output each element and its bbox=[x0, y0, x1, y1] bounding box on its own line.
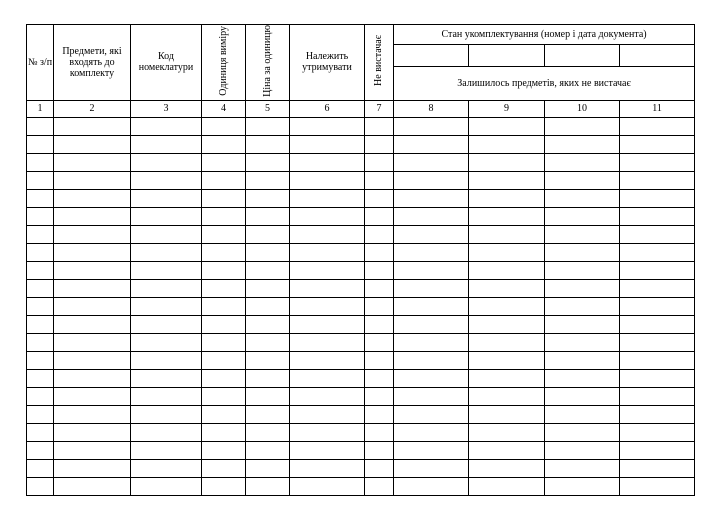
table-cell[interactable] bbox=[246, 441, 290, 459]
table-cell[interactable] bbox=[365, 477, 394, 495]
table-cell[interactable] bbox=[394, 207, 469, 225]
table-cell[interactable] bbox=[469, 387, 545, 405]
table-cell[interactable] bbox=[27, 405, 54, 423]
table-cell[interactable] bbox=[131, 261, 202, 279]
table-cell[interactable] bbox=[202, 135, 246, 153]
table-cell[interactable] bbox=[620, 441, 695, 459]
table-cell[interactable] bbox=[202, 207, 246, 225]
table-cell[interactable] bbox=[620, 351, 695, 369]
table-cell[interactable] bbox=[54, 369, 131, 387]
table-cell[interactable] bbox=[620, 369, 695, 387]
table-row bbox=[27, 243, 695, 261]
table-cell[interactable] bbox=[131, 171, 202, 189]
table-row bbox=[27, 333, 695, 351]
table-cell[interactable] bbox=[545, 405, 620, 423]
table-cell[interactable] bbox=[545, 297, 620, 315]
table-cell[interactable] bbox=[365, 153, 394, 171]
table-cell[interactable] bbox=[469, 351, 545, 369]
table-row bbox=[27, 279, 695, 297]
table-row bbox=[27, 135, 695, 153]
table-cell[interactable] bbox=[545, 387, 620, 405]
table-cell[interactable] bbox=[246, 297, 290, 315]
table-cell[interactable] bbox=[365, 441, 394, 459]
table-cell[interactable] bbox=[365, 369, 394, 387]
table-cell[interactable] bbox=[365, 207, 394, 225]
table-cell[interactable] bbox=[394, 261, 469, 279]
table-cell[interactable] bbox=[469, 153, 545, 171]
table-cell[interactable] bbox=[131, 423, 202, 441]
table-cell[interactable] bbox=[290, 405, 365, 423]
table-cell[interactable] bbox=[246, 117, 290, 135]
table-cell[interactable] bbox=[469, 189, 545, 207]
table-cell[interactable] bbox=[394, 117, 469, 135]
table-cell[interactable] bbox=[620, 261, 695, 279]
table-row bbox=[27, 117, 695, 135]
header-unit bbox=[202, 25, 246, 101]
table-cell[interactable] bbox=[202, 459, 246, 477]
table-cell[interactable] bbox=[246, 207, 290, 225]
table-cell[interactable] bbox=[469, 315, 545, 333]
table-cell[interactable] bbox=[469, 441, 545, 459]
table-cell[interactable] bbox=[469, 171, 545, 189]
table-cell[interactable] bbox=[290, 261, 365, 279]
table-cell[interactable] bbox=[365, 351, 394, 369]
table-cell[interactable] bbox=[131, 279, 202, 297]
table-cell[interactable] bbox=[469, 369, 545, 387]
table-cell[interactable] bbox=[290, 477, 365, 495]
table-cell[interactable] bbox=[469, 243, 545, 261]
table-cell[interactable] bbox=[202, 441, 246, 459]
table-cell[interactable] bbox=[290, 225, 365, 243]
table-cell[interactable] bbox=[202, 153, 246, 171]
table-cell[interactable] bbox=[469, 279, 545, 297]
table-cell[interactable] bbox=[54, 441, 131, 459]
status-doc-cell-8 bbox=[394, 44, 469, 67]
table-cell[interactable] bbox=[202, 117, 246, 135]
table-cell[interactable] bbox=[290, 441, 365, 459]
table-cell[interactable] bbox=[290, 315, 365, 333]
table-cell[interactable] bbox=[27, 387, 54, 405]
table-cell[interactable] bbox=[394, 387, 469, 405]
table-cell[interactable] bbox=[469, 405, 545, 423]
table-cell[interactable] bbox=[131, 225, 202, 243]
table-cell[interactable] bbox=[394, 225, 469, 243]
table-cell[interactable] bbox=[131, 243, 202, 261]
table-row bbox=[27, 153, 695, 171]
table-cell[interactable] bbox=[620, 387, 695, 405]
table-cell[interactable] bbox=[131, 315, 202, 333]
table-row bbox=[27, 369, 695, 387]
table-cell[interactable] bbox=[394, 171, 469, 189]
table-row bbox=[27, 207, 695, 225]
table-cell[interactable] bbox=[54, 315, 131, 333]
table-cell[interactable] bbox=[620, 153, 695, 171]
table-cell[interactable] bbox=[202, 369, 246, 387]
table-cell[interactable] bbox=[27, 369, 54, 387]
header-price-text: Ціна за одиницю bbox=[261, 25, 273, 97]
table-cell[interactable] bbox=[394, 441, 469, 459]
table-cell[interactable] bbox=[202, 387, 246, 405]
table-cell[interactable] bbox=[27, 315, 54, 333]
table-cell[interactable] bbox=[290, 117, 365, 135]
table-cell[interactable] bbox=[365, 261, 394, 279]
table-cell[interactable] bbox=[394, 351, 469, 369]
table-cell[interactable] bbox=[54, 297, 131, 315]
table-cell[interactable] bbox=[27, 243, 54, 261]
table-cell[interactable] bbox=[620, 243, 695, 261]
header-code: Код номеклатури bbox=[131, 25, 202, 101]
table-cell[interactable] bbox=[131, 117, 202, 135]
table-cell[interactable] bbox=[54, 189, 131, 207]
table-row bbox=[27, 297, 695, 315]
table-cell[interactable] bbox=[394, 315, 469, 333]
table-cell[interactable] bbox=[620, 207, 695, 225]
table-cell[interactable] bbox=[290, 369, 365, 387]
header-number: № з/п bbox=[27, 25, 54, 101]
table-cell[interactable] bbox=[290, 351, 365, 369]
table-cell[interactable] bbox=[131, 459, 202, 477]
table-cell[interactable] bbox=[290, 423, 365, 441]
table-cell[interactable] bbox=[246, 477, 290, 495]
table-cell[interactable] bbox=[365, 333, 394, 351]
table-cell[interactable] bbox=[131, 153, 202, 171]
table-cell[interactable] bbox=[365, 117, 394, 135]
table-cell[interactable] bbox=[246, 225, 290, 243]
table-cell[interactable] bbox=[365, 297, 394, 315]
table-cell[interactable] bbox=[27, 351, 54, 369]
table-cell[interactable] bbox=[394, 405, 469, 423]
header-unit-text: Одиниця виміру bbox=[217, 26, 229, 96]
table-cell[interactable] bbox=[620, 459, 695, 477]
table-cell[interactable] bbox=[202, 225, 246, 243]
column-number-5: 5 bbox=[246, 100, 290, 117]
table-cell[interactable] bbox=[202, 243, 246, 261]
table-cell[interactable] bbox=[54, 459, 131, 477]
status-doc-cell-10 bbox=[545, 44, 620, 67]
table-cell[interactable] bbox=[202, 315, 246, 333]
table-cell[interactable] bbox=[365, 315, 394, 333]
table-cell[interactable] bbox=[27, 333, 54, 351]
table-cell[interactable] bbox=[131, 189, 202, 207]
table-cell[interactable] bbox=[27, 171, 54, 189]
table-cell[interactable] bbox=[545, 261, 620, 279]
table-row bbox=[27, 441, 695, 459]
table-cell[interactable] bbox=[365, 279, 394, 297]
table-cell[interactable] bbox=[202, 405, 246, 423]
table-cell[interactable] bbox=[246, 171, 290, 189]
column-number-3: 3 bbox=[131, 100, 202, 117]
table-cell[interactable] bbox=[365, 189, 394, 207]
table-cell[interactable] bbox=[469, 261, 545, 279]
table-cell[interactable] bbox=[394, 135, 469, 153]
table-cell[interactable] bbox=[202, 171, 246, 189]
table-cell[interactable] bbox=[545, 189, 620, 207]
table-cell[interactable] bbox=[202, 477, 246, 495]
table-cell[interactable] bbox=[246, 423, 290, 441]
table-cell[interactable] bbox=[545, 153, 620, 171]
column-number-row bbox=[27, 100, 695, 117]
table-row bbox=[27, 351, 695, 369]
table-cell[interactable] bbox=[469, 117, 545, 135]
table-cell[interactable] bbox=[620, 135, 695, 153]
table-cell[interactable] bbox=[246, 315, 290, 333]
table-cell[interactable] bbox=[469, 459, 545, 477]
table-cell[interactable] bbox=[246, 261, 290, 279]
table-cell[interactable] bbox=[131, 405, 202, 423]
table-cell[interactable] bbox=[365, 423, 394, 441]
table-cell[interactable] bbox=[54, 135, 131, 153]
table-cell[interactable] bbox=[27, 279, 54, 297]
table-cell[interactable] bbox=[27, 225, 54, 243]
table-cell[interactable] bbox=[131, 477, 202, 495]
table-cell[interactable] bbox=[54, 405, 131, 423]
table-cell[interactable] bbox=[394, 297, 469, 315]
table-cell[interactable] bbox=[246, 189, 290, 207]
column-number-6: 6 bbox=[290, 100, 365, 117]
table-cell[interactable] bbox=[246, 153, 290, 171]
table-cell[interactable] bbox=[545, 315, 620, 333]
table-cell[interactable] bbox=[131, 351, 202, 369]
header-status-group: Стан укомплектування (номер і дата документа) bbox=[394, 25, 695, 45]
column-number-8: 8 bbox=[394, 100, 469, 117]
table-cell[interactable] bbox=[290, 243, 365, 261]
header-price bbox=[246, 25, 290, 101]
table-cell[interactable] bbox=[545, 243, 620, 261]
table-cell[interactable] bbox=[246, 243, 290, 261]
table-cell[interactable] bbox=[365, 459, 394, 477]
table-cell[interactable] bbox=[202, 351, 246, 369]
table-cell[interactable] bbox=[365, 225, 394, 243]
table-cell[interactable] bbox=[290, 333, 365, 351]
table-cell[interactable] bbox=[620, 225, 695, 243]
table-cell[interactable] bbox=[469, 135, 545, 153]
table-row bbox=[27, 225, 695, 243]
table-cell[interactable] bbox=[545, 333, 620, 351]
table-cell[interactable] bbox=[54, 153, 131, 171]
table-cell[interactable] bbox=[290, 459, 365, 477]
table-cell[interactable] bbox=[620, 171, 695, 189]
table-cell[interactable] bbox=[54, 207, 131, 225]
table-cell[interactable] bbox=[620, 477, 695, 495]
table-cell[interactable] bbox=[469, 477, 545, 495]
table-cell[interactable] bbox=[290, 279, 365, 297]
table-cell[interactable] bbox=[27, 297, 54, 315]
table-cell[interactable] bbox=[290, 153, 365, 171]
table-cell[interactable] bbox=[469, 225, 545, 243]
table-row bbox=[27, 405, 695, 423]
table-cell[interactable] bbox=[246, 369, 290, 387]
table-cell[interactable] bbox=[202, 297, 246, 315]
table-cell[interactable] bbox=[394, 189, 469, 207]
table-cell[interactable] bbox=[290, 189, 365, 207]
table-row bbox=[27, 315, 695, 333]
table-cell[interactable] bbox=[27, 189, 54, 207]
column-number-2: 2 bbox=[54, 100, 131, 117]
header-missing-text: Не вистачає bbox=[373, 35, 384, 87]
table-cell[interactable] bbox=[54, 171, 131, 189]
column-number-11: 11 bbox=[620, 100, 695, 117]
table-cell[interactable] bbox=[620, 189, 695, 207]
table-cell[interactable] bbox=[131, 207, 202, 225]
table-cell[interactable] bbox=[246, 333, 290, 351]
table-cell[interactable] bbox=[290, 387, 365, 405]
table-row bbox=[27, 459, 695, 477]
table-cell[interactable] bbox=[27, 459, 54, 477]
table-cell[interactable] bbox=[54, 243, 131, 261]
table-cell[interactable] bbox=[365, 405, 394, 423]
table-cell[interactable] bbox=[246, 459, 290, 477]
table-cell[interactable] bbox=[394, 279, 469, 297]
table-cell[interactable] bbox=[131, 297, 202, 315]
header-missing bbox=[365, 25, 394, 101]
table-cell[interactable] bbox=[365, 387, 394, 405]
table-cell[interactable] bbox=[246, 135, 290, 153]
table-cell[interactable] bbox=[54, 387, 131, 405]
table-cell[interactable] bbox=[27, 153, 54, 171]
table-cell[interactable] bbox=[545, 351, 620, 369]
table-cell[interactable] bbox=[202, 189, 246, 207]
table-cell[interactable] bbox=[545, 171, 620, 189]
table-cell[interactable] bbox=[545, 117, 620, 135]
table-cell[interactable] bbox=[131, 333, 202, 351]
table-cell[interactable] bbox=[394, 369, 469, 387]
table-cell[interactable] bbox=[246, 279, 290, 297]
table-cell[interactable] bbox=[365, 135, 394, 153]
table-cell[interactable] bbox=[131, 135, 202, 153]
table-cell[interactable] bbox=[394, 153, 469, 171]
table-cell[interactable] bbox=[290, 297, 365, 315]
header-remaining: Залишилось предметів, яких не вистачає bbox=[394, 67, 695, 100]
column-number-7: 7 bbox=[365, 100, 394, 117]
header-required: Належить утримувати bbox=[290, 25, 365, 101]
table-cell[interactable] bbox=[620, 333, 695, 351]
table-cell[interactable] bbox=[246, 387, 290, 405]
table-cell[interactable] bbox=[290, 171, 365, 189]
table-cell[interactable] bbox=[202, 423, 246, 441]
table-cell[interactable] bbox=[27, 477, 54, 495]
table-cell[interactable] bbox=[27, 117, 54, 135]
table-cell[interactable] bbox=[365, 243, 394, 261]
table-cell[interactable] bbox=[27, 207, 54, 225]
table-cell[interactable] bbox=[394, 459, 469, 477]
column-number-10: 10 bbox=[545, 100, 620, 117]
table-cell[interactable] bbox=[365, 171, 394, 189]
table-cell[interactable] bbox=[54, 261, 131, 279]
table-cell[interactable] bbox=[54, 117, 131, 135]
table-cell[interactable] bbox=[545, 207, 620, 225]
table-cell[interactable] bbox=[27, 441, 54, 459]
table-cell[interactable] bbox=[131, 441, 202, 459]
column-number-4: 4 bbox=[202, 100, 246, 117]
table-row bbox=[27, 387, 695, 405]
table-cell[interactable] bbox=[620, 297, 695, 315]
table-cell[interactable] bbox=[394, 423, 469, 441]
table-row bbox=[27, 477, 695, 495]
table-row bbox=[27, 189, 695, 207]
table-cell[interactable] bbox=[394, 243, 469, 261]
table-cell[interactable] bbox=[620, 279, 695, 297]
table-cell[interactable] bbox=[545, 423, 620, 441]
table-body bbox=[27, 117, 695, 495]
column-number-9: 9 bbox=[469, 100, 545, 117]
table-cell[interactable] bbox=[27, 135, 54, 153]
table-cell[interactable] bbox=[131, 369, 202, 387]
table-cell[interactable] bbox=[202, 333, 246, 351]
table-cell[interactable] bbox=[545, 477, 620, 495]
table-cell[interactable] bbox=[620, 405, 695, 423]
table-cell[interactable] bbox=[469, 297, 545, 315]
status-doc-cell-11 bbox=[620, 44, 695, 67]
table-cell[interactable] bbox=[27, 423, 54, 441]
table-cell[interactable] bbox=[620, 423, 695, 441]
table-cell[interactable] bbox=[545, 135, 620, 153]
table-cell[interactable] bbox=[545, 225, 620, 243]
table-row bbox=[27, 423, 695, 441]
table-cell[interactable] bbox=[131, 387, 202, 405]
table-cell[interactable] bbox=[545, 459, 620, 477]
table-cell[interactable] bbox=[469, 333, 545, 351]
table-cell[interactable] bbox=[290, 135, 365, 153]
table-cell[interactable] bbox=[545, 441, 620, 459]
table-cell[interactable] bbox=[246, 351, 290, 369]
table-row bbox=[27, 171, 695, 189]
table-cell[interactable] bbox=[246, 405, 290, 423]
table-cell[interactable] bbox=[545, 369, 620, 387]
table-cell[interactable] bbox=[27, 261, 54, 279]
table-cell[interactable] bbox=[202, 261, 246, 279]
table-cell[interactable] bbox=[545, 279, 620, 297]
table-cell[interactable] bbox=[394, 333, 469, 351]
status-doc-cell-9 bbox=[469, 44, 545, 67]
table-cell[interactable] bbox=[54, 225, 131, 243]
table-cell[interactable] bbox=[54, 477, 131, 495]
table-row bbox=[27, 261, 695, 279]
table-cell[interactable] bbox=[394, 477, 469, 495]
header-items: Предмети, які входять до комплекту bbox=[54, 25, 131, 101]
table-cell[interactable] bbox=[202, 279, 246, 297]
table-cell[interactable] bbox=[54, 333, 131, 351]
table-cell[interactable] bbox=[54, 423, 131, 441]
table-cell[interactable] bbox=[620, 315, 695, 333]
table-cell[interactable] bbox=[469, 207, 545, 225]
table-cell[interactable] bbox=[54, 279, 131, 297]
column-number-1: 1 bbox=[27, 100, 54, 117]
completeness-table bbox=[26, 24, 695, 496]
table-cell[interactable] bbox=[290, 207, 365, 225]
table-cell[interactable] bbox=[469, 423, 545, 441]
table-cell[interactable] bbox=[620, 117, 695, 135]
table-cell[interactable] bbox=[54, 351, 131, 369]
